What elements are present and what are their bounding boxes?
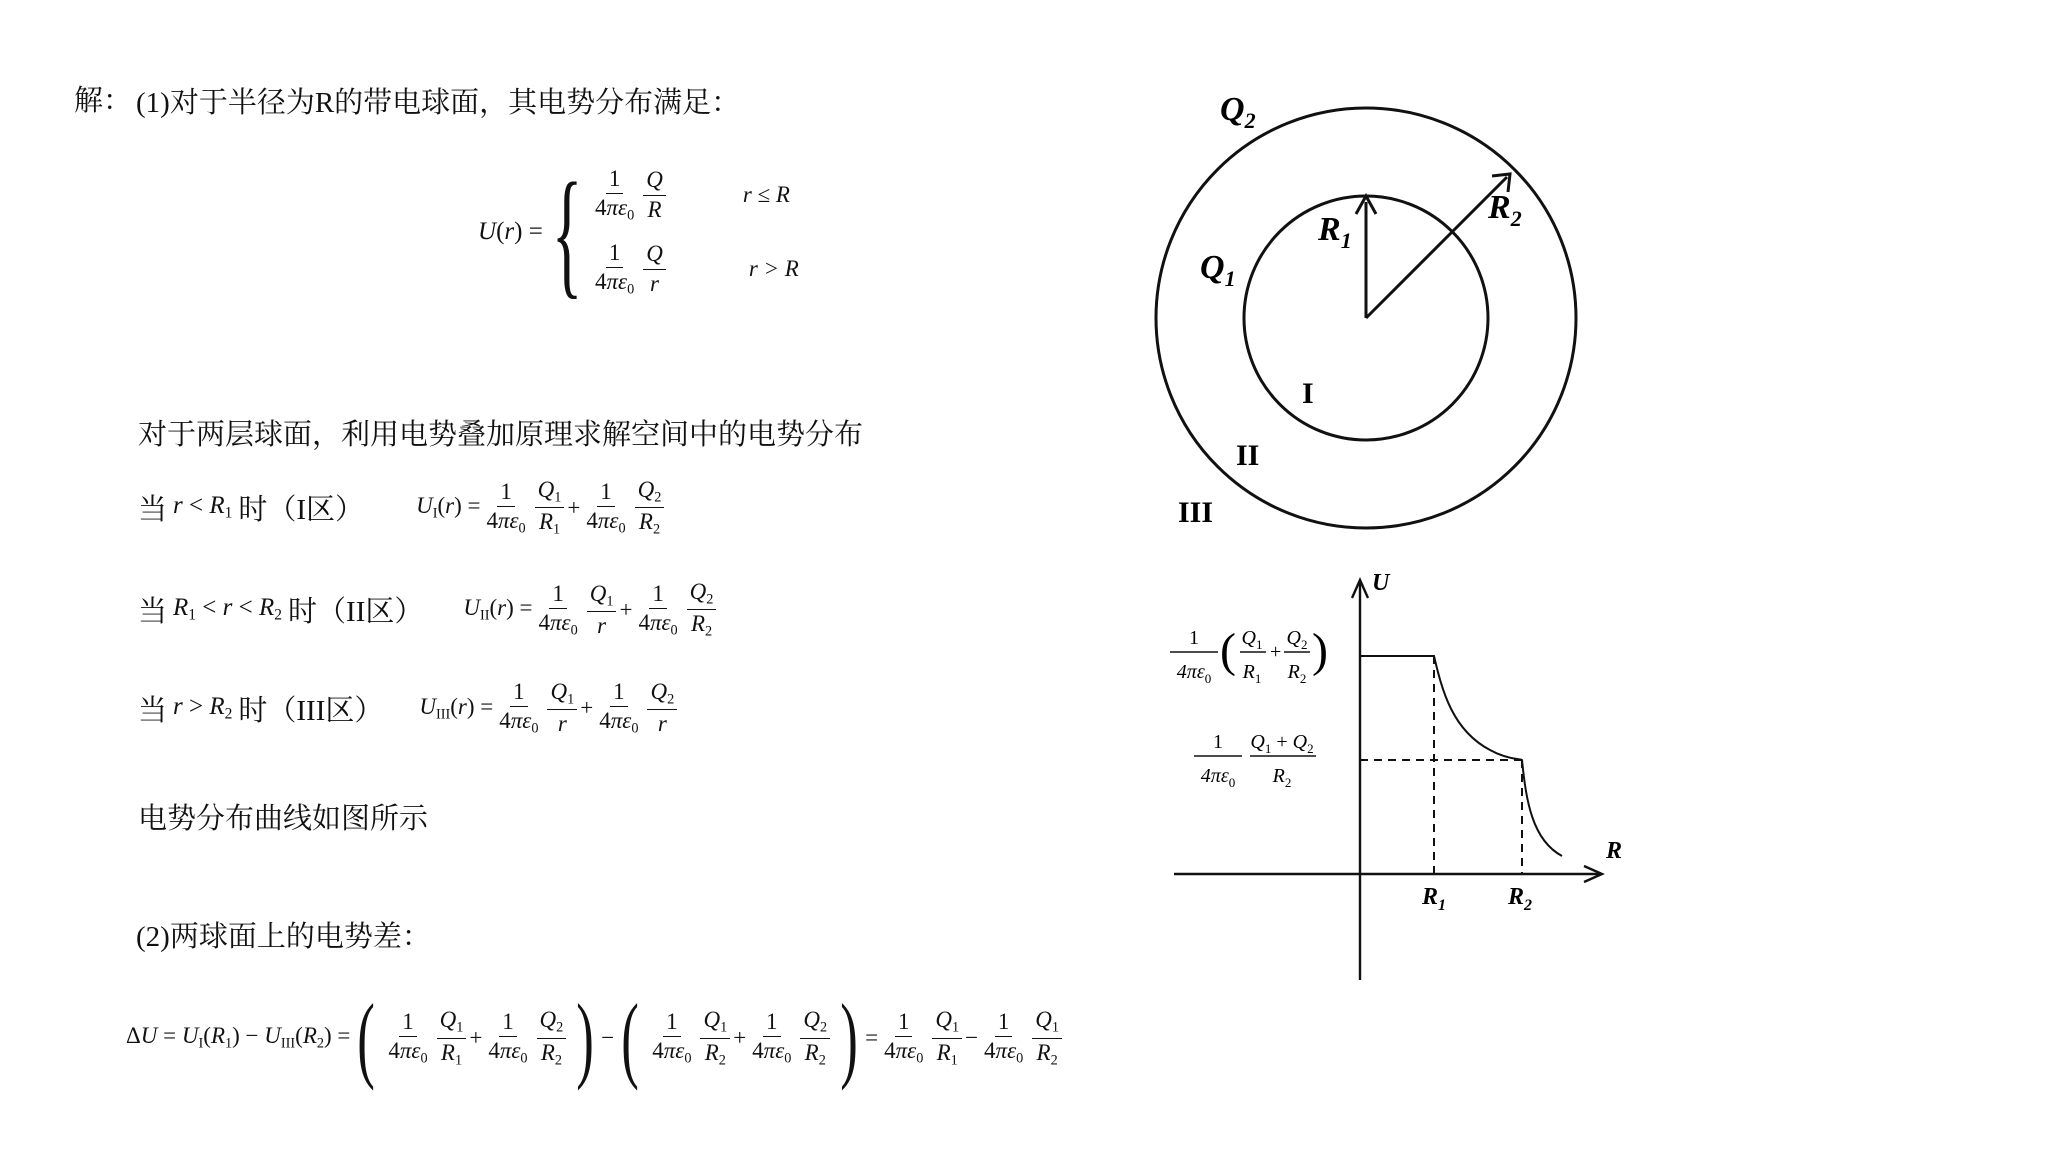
region1-prefix: 当 [138, 494, 168, 527]
svg-text:R2: $R_2$ [1287, 661, 1307, 686]
svg-text:+: + [1270, 641, 1282, 663]
r2-label: $R_2$ [1488, 189, 1522, 231]
sphere-diagram [1140, 90, 1600, 550]
svg-text:4πε0: $4\pi\varepsilon_0$ [1176, 661, 1212, 686]
y-axis-label: U [1372, 570, 1390, 596]
svg-text:): ) [1312, 624, 1328, 677]
case1-condition: r ≤ R [742, 182, 790, 207]
region3-prefix: 当 [138, 694, 168, 727]
region1-label: I [1302, 377, 1314, 410]
region2-prefix: 当 [138, 596, 168, 629]
svg-text:1: 1 [1189, 627, 1199, 649]
svg-text:Q1: $Q_1$ [1241, 627, 1263, 652]
region2-line: 当 $R_1 < r < R_2$ 时（II区） $U_{II}(r)$ = $\frac{1}{4\pi\varepsilon_0}$ $\frac{Q_1}{r}$ + $\frac{1}{4\pi\varepsilon_0}$ $\frac{Q_2}{R_2}$ [138, 580, 719, 639]
part2-heading: (2)两球面上的电势差： [136, 921, 431, 953]
tick-r2: $R_2$ [1508, 884, 1533, 914]
part1-heading: (1)对于半径为R的带电球面，其电势分布满足： [136, 87, 741, 119]
region1-line: 当 $r < R_1$ 时（I区） $U_I(r)$ = $\frac{1}{4\pi\varepsilon_0}$ $\frac{Q_1}{R_1}$ + $\frac{1}{4\pi\varepsilon_0}$ $\frac{Q_2}{R_2}$ [138, 478, 667, 537]
potential-curve [1360, 656, 1562, 856]
svg-text:(: ( [1220, 624, 1236, 677]
region1-tail: 时（I区） [238, 494, 365, 527]
svg-text:Q2: $Q_2$ [1286, 627, 1308, 652]
two-layer-text: 对于两层球面，利用电势叠加原理求解空间中的电势分布 [138, 419, 864, 451]
svg-text:1: 1 [1213, 731, 1223, 753]
high-level-label [1170, 624, 1328, 686]
mid-level-label [1194, 731, 1316, 790]
svg-text:Q1 + Q2: $Q_1 + Q_2$ [1250, 731, 1314, 756]
region2-label: II [1236, 439, 1260, 472]
svg-text:R1: $R_1$ [1242, 661, 1262, 686]
delta-u-formula: $\Delta U = U_I(R_1) - U_{III}(R_2)$ = ( $\frac{1}{4\pi\varepsilon_0}$ $\frac{Q_1}{R_1}$ + $\frac{1}{4\pi\varepsilon_0}$ $\frac{Q_2}{R_2}$ ) − ( $\frac{1}{4\pi\varepsilon_0}$ $\frac{Q_1}{R_2}$ + $\frac{1}{4\pi\varepsilon_0}$ $\frac{Q_2}{R_2}$ ) = $\frac{1}{4\pi\varepsilon_0}$ $\frac{Q_1}{R_1}$ − $\frac{1}{4\pi\varepsilon_0}$ $\frac{Q_1}{R_2}$ [126, 990, 1065, 1086]
curve-text: 电势分布曲线如图所示 [138, 803, 429, 835]
q2-label: $Q_2$ [1220, 91, 1256, 133]
q1-label: $Q_1$ [1200, 249, 1236, 291]
region3-tail: 时（III区） [238, 694, 384, 727]
region2-tail: 时（II区） [288, 596, 424, 629]
r1-label: $R_1$ [1318, 211, 1352, 253]
case2-condition: r > R [748, 256, 799, 281]
region3-line: 当 $r > R_2$ 时（III区） $U_{III}(r)$ = $\frac{1}{4\pi\varepsilon_0}$ $\frac{Q_1}{r}$ + $\frac{1}{4\pi\varepsilon_0}$ $\frac{Q_2}{r}$ [138, 680, 680, 736]
single-sphere-formula: U(r) = { $\frac{1}{4\pi\varepsilon_0}$ $\frac{Q}{R}$ r ≤ R $\frac{1}{4\pi\varepsilon_0}$ $\frac{Q}{r}$ r > R [478, 153, 799, 311]
svg-text:R2: $R_2$ [1272, 765, 1292, 790]
potential-plot [1160, 560, 1650, 1000]
svg-text:4πε0: $4\pi\varepsilon_0$ [1200, 765, 1236, 790]
solution-label: 解： [74, 85, 133, 117]
x-axis-label: R [1606, 838, 1623, 864]
tick-r1: $R_1$ [1422, 884, 1447, 914]
region3-label: III [1178, 496, 1214, 529]
